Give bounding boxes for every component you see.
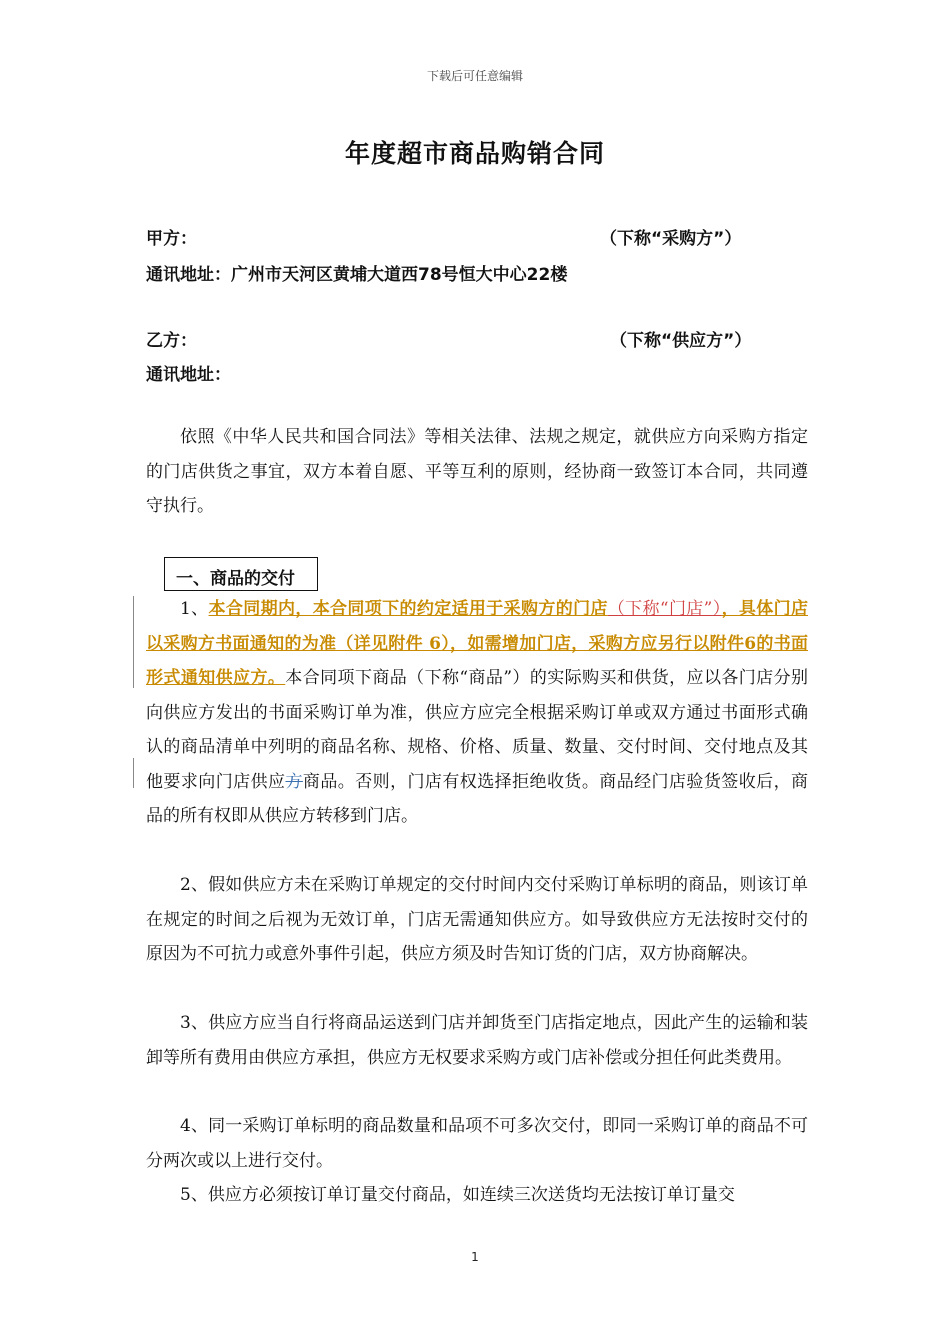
clause-3-paragraph: 3、供应方应当自行将商品运送到门店并卸货至门店指定地点，因此产生的运输和装卸等所有费用由供应方承担，供应方无权要求采购方或门店补偿或分担任何此类费用。 <box>146 1013 808 1068</box>
preamble-paragraph: 依照《中华人民共和国合同法》等相关法律、法规之规定，就供应方向采购方指定的门店供货之事宜，双方本着自愿、平等互利的原则，经协商一致签订本合同，共同遵守执行。 <box>146 427 808 516</box>
inserted-text: 本合同期内，本合同项下的约定适用于采购方的门店 <box>208 599 608 619</box>
clause-1-text-end: 商品。否则，门店有权选择拒绝收货。商品经门店验货签收后，商品的所有权即从供应方转移到门店。 <box>146 771 809 826</box>
clause-1-text: 本合同项下商品（下称“商品”）的实际购买和供货，应以各门店分别向供应方发出的书面采购订单为准，供应方应完全根据采购订单或双方通过书面形式确认的商品清单中列明的商品名称、规格、价格、质量、数量、交付时间、交付地点及其他要求向门店供应 <box>146 668 809 792</box>
inserted-text: ，具体门店以采购方书面通知的为准（详见附件 6），如需增加门店，采购方应另行以附件6的书面形式通知供应方。 <box>146 599 809 688</box>
party-b-alias: （下称“供应方”） <box>610 331 752 351</box>
deleted-text: （下称“门店”） <box>607 599 722 619</box>
change-bar <box>133 758 134 788</box>
clause-1-number: 1、 <box>180 599 209 619</box>
party-a-label: 甲方： <box>146 229 197 249</box>
clause-5-paragraph: 5、供应方必须按订单订量交付商品，如连续三次送货均无法按订单订量交 <box>180 1185 735 1205</box>
struck-text: 方 <box>285 771 303 792</box>
section-1-title: 一、商品的交付 <box>176 569 295 589</box>
party-a-alias: （下称“采购方”） <box>600 229 742 249</box>
page-number: 1 <box>471 1250 479 1264</box>
party-a-address: 通讯地址：广州市天河区黄埔大道西78号恒大中心22楼 <box>146 265 568 285</box>
clause-2-paragraph: 2、假如供应方未在采购订单规定的交付时间内交付采购订单标明的商品，则该订单在规定的时间之后视为无效订单，门店无需通知供应方。如导致供应方无法按时交付的原因为不可抗力或意外事件引起，供应方须及时告知订货的门店，双方协商解决。 <box>146 875 808 964</box>
party-b-label: 乙方： <box>146 331 197 351</box>
party-b-address: 通讯地址： <box>146 365 231 385</box>
change-bar <box>133 596 134 688</box>
contract-title: 年度超市商品购销合同 <box>344 139 605 168</box>
header-note: 下载后可任意编辑 <box>426 69 523 83</box>
clause-1-paragraph <box>146 592 808 834</box>
clause-4-paragraph: 4、同一采购订单标明的商品数量和品项不可多次交付，即同一采购订单的商品不可分两次或以上进行交付。 <box>146 1116 808 1171</box>
